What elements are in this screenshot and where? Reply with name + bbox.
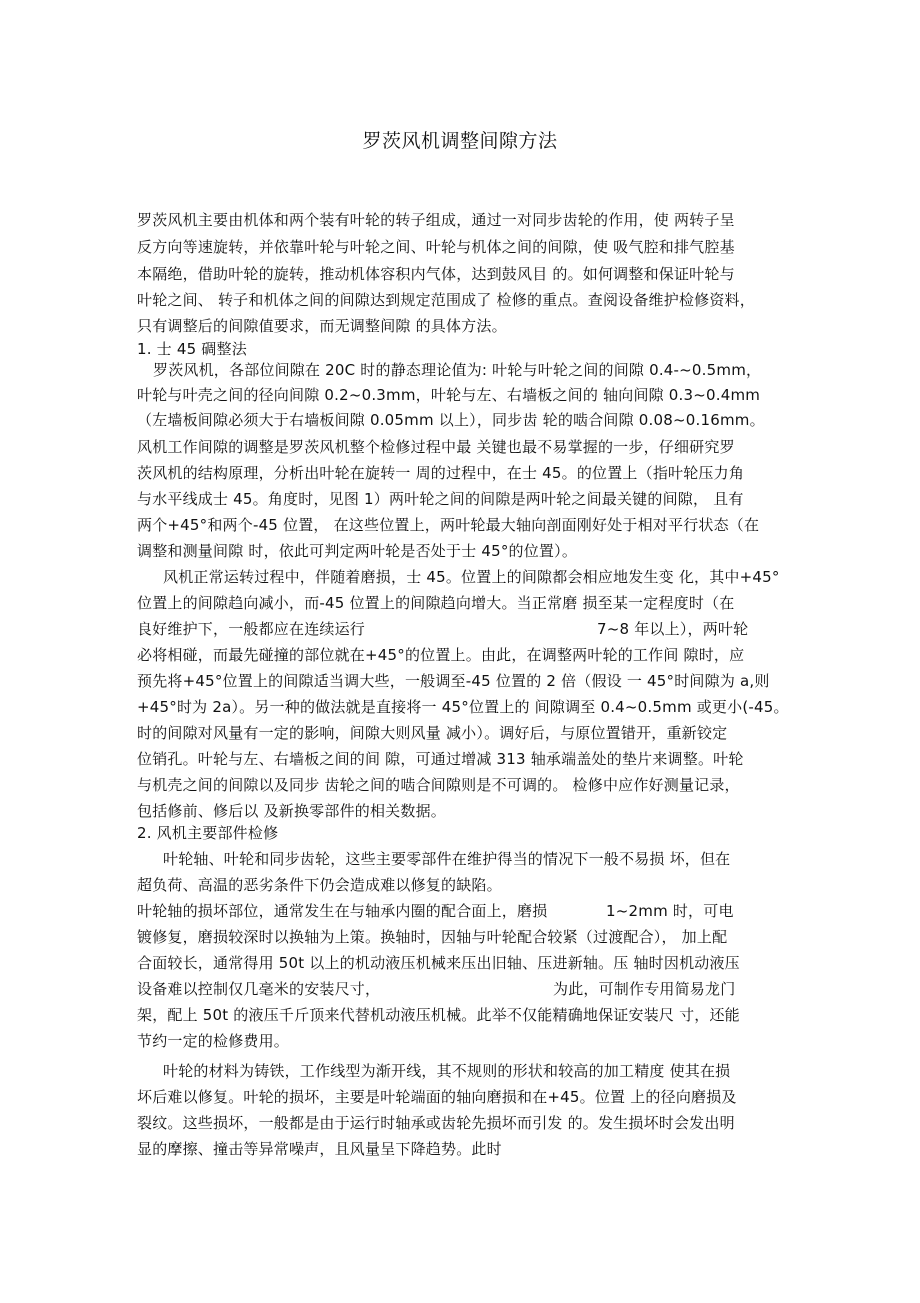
paragraph-line: 风机工作间隙的调整是罗茨风机整个检修过程中最 关键也最不易掌握的一步，仔细研究罗 [137,438,735,456]
paragraph-line: 罗茨风机，各部位间隙在 20C 时的静态理论值为: 叶轮与叶轮之间的间隙 0.4-~0.5mm， [153,361,762,379]
paragraph-line: 坏后难以修复。叶轮的损坏，主要是叶轮端面的轴向磨损和在+45。位置 上的径向磨损及 [137,1088,737,1106]
paragraph-line: 镀修复，磨损较深时以换轴为上策。换轴时，因轴与叶轮配合较紧（过渡配合）， 加上配 [137,928,728,946]
paragraph-line: 设备难以控制仅几毫米的安装尺寸， [137,980,381,998]
paragraph-line: 超负荷、高温的恶劣条件下仍会造成难以修复的缺陷。 [137,876,502,894]
paragraph-line: 叶轮轴的损坏部位，通常发生在与轴承内圈的配合面上，磨损 [137,902,548,920]
paragraph-line: +45°时为 2a）。另一种的做法就是直接将一 45°位置上的 间隙调至 0.4~0.5mm 或更小(-45。 [137,698,789,716]
paragraph-line: （左墙板间隙必须大于右墙板间隙 0.05mm 以上），同步齿 轮的啮合间隙 0.08~0.16mm。 [137,411,765,429]
paragraph-line: 时的间隙对风量有一定的影响，间隙大则风量 减小）。调好后，与原位置错开，重新铰定 [137,724,728,742]
paragraph-line: 与水平线成士 45。角度时，见图 1）两叶轮之间的间隙是两叶轮之间最关键的间隙， 且有 [137,490,744,508]
paragraph-line: 罗茨风机主要由机体和两个装有叶轮的转子组成，通过一对同步齿轮的作用，使 两转子呈 [137,211,735,229]
paragraph-line: 叶轮轴、叶轮和同步齿轮，这些主要零部件在维护得当的情况下一般不易损 坏，但在 [163,850,731,868]
paragraph-line: 包括修前、修后以 及新换零部件的相关数据。 [137,802,446,820]
paragraph-line: 调整和测量间隙 时，依此可判定两叶轮是否处于士 45°的位置）。 [137,542,578,560]
paragraph-line: 风机正常运转过程中，伴随着磨损，士 45。位置上的间隙都会相应地发生变 化，其中+45° [163,568,780,586]
paragraph-line: 叶轮的材料为铸铁，工作线型为渐开线，其不规则的形状和较高的加工精度 使其在损 [163,1062,731,1080]
paragraph-line: 本隔绝，借助叶轮的旋转，推动机体容积内气体，达到鼓风目 的。如何调整和保证叶轮与 [137,265,735,283]
section-heading: 1. 士 45 碉整法 [137,340,247,358]
paragraph-line: 1~2mm 时，可电 [606,902,734,920]
paragraph-line: 只有调整后的间隙值要求，而无调整间隙 的具体方法。 [137,317,507,335]
paragraph-line: 预先将+45°位置上的间隙适当调大些，一般调至-45 位置的 2 倍（假设 一 45°时间隙为 a,则 [137,672,770,690]
paragraph-line: 架，配上 50t 的液压千斤顶来代替机动液压机械。此举不仅能精确地保证安装尺 寸，还能 [137,1006,740,1024]
paragraph-line: 与机壳之间的间隙以及同步 齿轮之间的啮合间隙则是不可调的。 检修中应作好测量记录， [137,776,740,794]
paragraph-line: 节约一定的检修费用。 [137,1032,290,1050]
paragraph-line: 叶轮与叶壳之间的径向间隙 0.2~0.3mm，叶轮与左、右墙板之间的 轴向间隙 0.3~0.4mm [137,386,761,404]
paragraph-line: 7~8 年以上），两叶轮 [597,620,749,638]
paragraph-line: 位置上的间隙趋向减小，而-45 位置上的间隙趋向增大。当正常磨 损至某一定程度时（在 [137,594,735,612]
paragraph-line: 茨风机的结构原理，分析出叶轮在旋转一 周的过程中，在士 45。的位置上（指叶轮压力角 [137,464,745,482]
paragraph-line: 裂纹。这些损坏，一般都是由于运行时轴承或齿轮先损坏而引发 的。发生损坏时会发出明 [137,1114,735,1132]
paragraph-line: 良好维护下，一般都应在连续运行 [137,620,366,638]
paragraph-line: 位销孔。叶轮与左、右墙板之间的间 隙，可通过增减 313 轴承端盖处的垫片来调整。叶轮 [137,750,744,768]
paragraph-line: 合面较长，通常得用 50t 以上的机动液压机械来压出旧轴、压进新轴。压 轴时因机动液压 [137,954,740,972]
paragraph-line: 为此，可制作专用简易龙门 [553,980,736,998]
document-title: 罗茨风机调整间隙方法 [362,130,558,152]
paragraph-line: 反方向等速旋转，并依靠叶轮与叶轮之间、叶轮与机体之间的间隙，使 吸气腔和排气腔基 [137,238,735,256]
section-heading: 2. 风机主要部件检修 [137,824,279,842]
paragraph-line: 必将相碰，而最先碰撞的部位就在+45°的位置上。由此，在调整两叶轮的工作间 隙时，应 [137,646,745,664]
paragraph-line: 显的摩擦、撞击等异常噪声，且风量呈下降趋势。此时 [137,1140,502,1158]
paragraph-line: 叶轮之间、 转子和机体之间的间隙达到规定范围成了 检修的重点。查阅设备维护检修资料， [137,291,755,309]
paragraph-line: 两个+45°和两个-45 位置， 在这些位置上，两叶轮最大轴向剖面刚好处于相对平行状态（在 [137,516,760,534]
